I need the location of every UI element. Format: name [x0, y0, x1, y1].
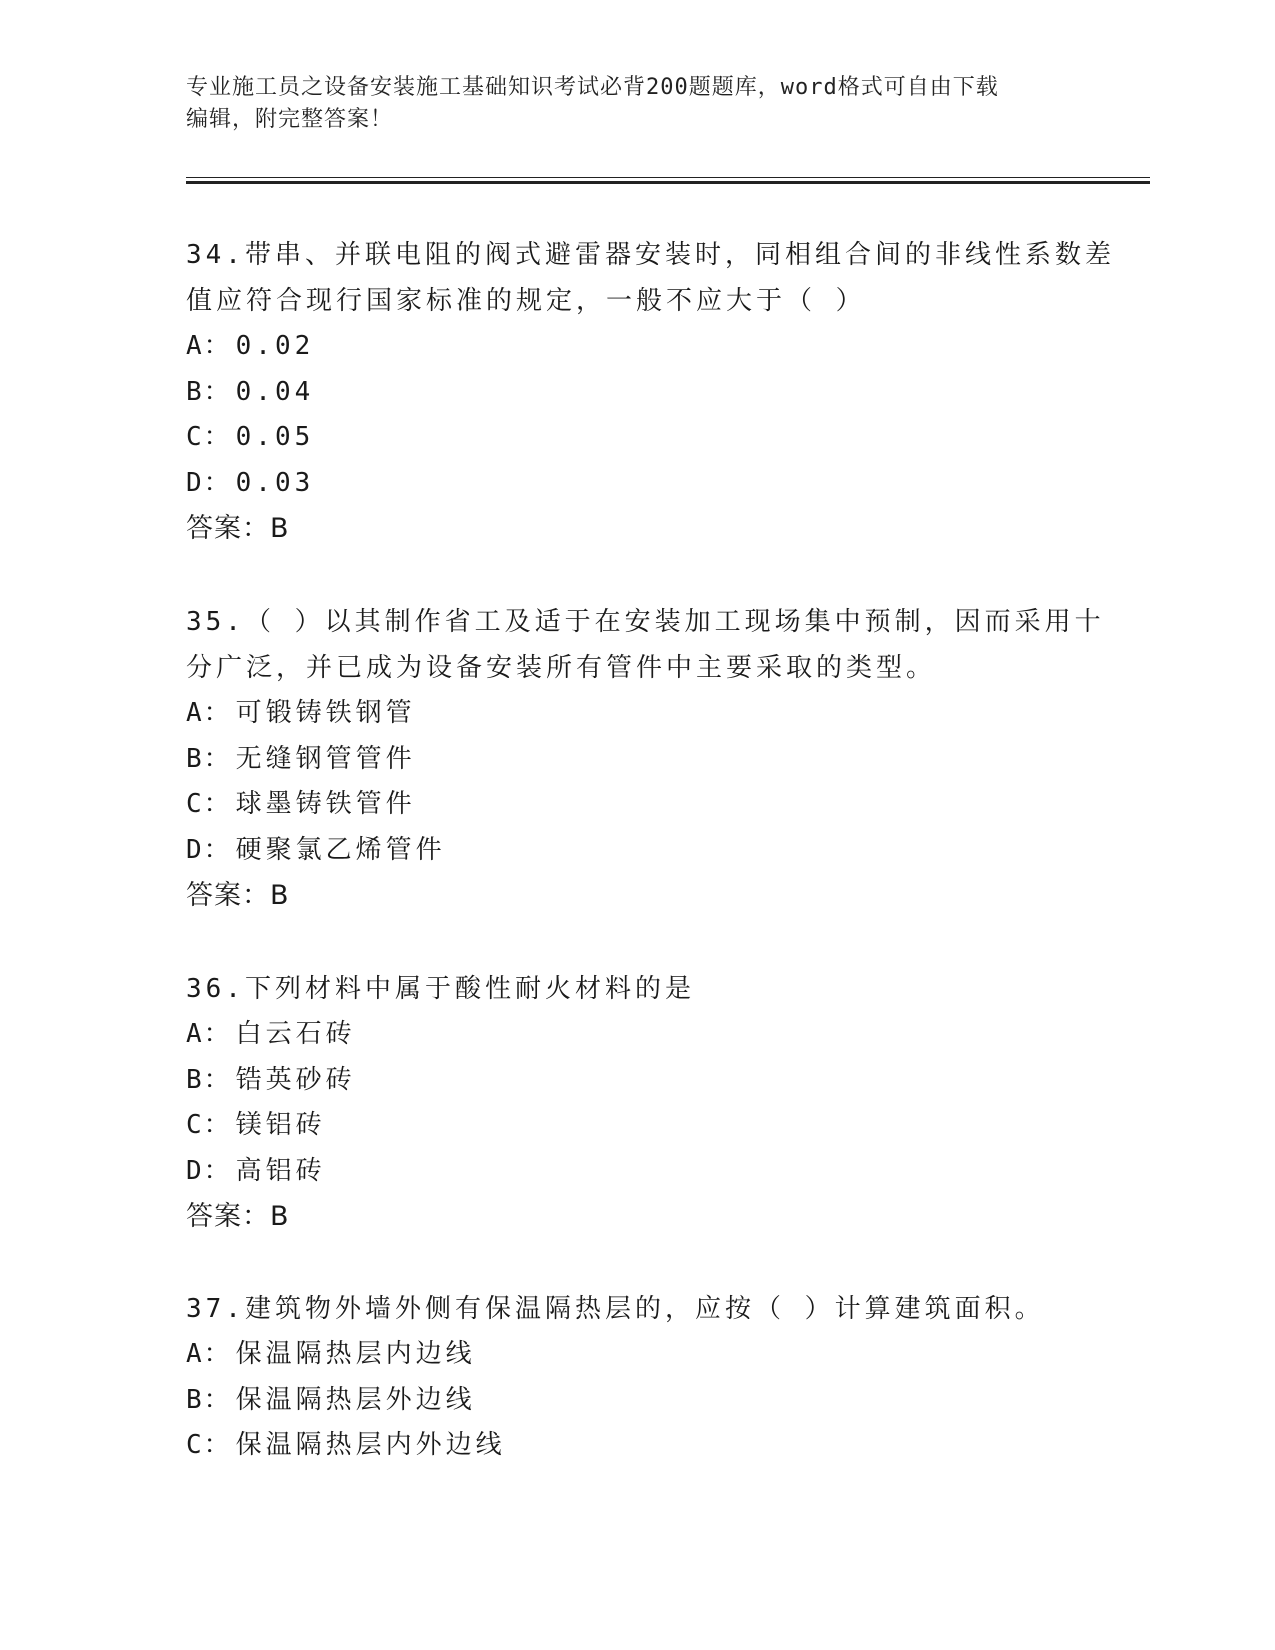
- option-text: 保温隔热层内边线: [235, 1339, 476, 1369]
- option-label: B：: [186, 743, 232, 774]
- option-label: A：: [186, 1019, 232, 1049]
- option-a: [186, 324, 1106, 370]
- option-c: [186, 1423, 1106, 1469]
- question-35: [186, 599, 1106, 919]
- question-stem: [186, 232, 1115, 324]
- option-text: 保温隔热层外边线: [235, 1384, 476, 1415]
- stem-line: 值应符合现行国家标准的规定，一般不应大于（ ）: [186, 286, 866, 316]
- question-34: [186, 232, 1115, 552]
- option-a: [186, 691, 1106, 737]
- option-text: 硬聚氯乙烯管件: [235, 834, 446, 865]
- option-b: [186, 737, 1106, 783]
- option-text: 球墨铸铁管件: [235, 789, 416, 819]
- answer: 答案：B: [186, 880, 290, 911]
- option-text: 0.05: [235, 422, 315, 452]
- option-text: 白云石砖: [235, 1019, 356, 1049]
- option-a: [186, 1012, 1106, 1058]
- question-37: [186, 1286, 1106, 1469]
- header-divider-thick: [186, 181, 1150, 184]
- stem-line: 35.（ ）以其制作省工及适于在安装加工现场集中预制，因而采用十: [186, 607, 1105, 637]
- option-b: [186, 370, 1106, 416]
- option-label: C：: [186, 1110, 232, 1140]
- option-text: 0.02: [235, 331, 315, 361]
- question-stem: [186, 966, 1106, 1012]
- option-d: [186, 1149, 1106, 1195]
- option-text: 可锻铸铁钢管: [235, 698, 416, 728]
- option-b: [186, 1378, 1106, 1424]
- option-text: 无缝钢管管件: [235, 743, 416, 774]
- option-text: 锆英砂砖: [235, 1064, 356, 1095]
- option-c: [186, 415, 1106, 461]
- stem-line: 36.下列材料中属于酸性耐火材料的是: [186, 974, 695, 1004]
- header-divider-thin: [186, 177, 1150, 178]
- option-b: [186, 1058, 1106, 1104]
- option-text: 0.03: [235, 467, 315, 498]
- option-c: [186, 782, 1106, 828]
- option-label: C：: [186, 422, 232, 452]
- option-a: [186, 1332, 1106, 1378]
- stem-line: 分广泛，并已成为设备安装所有管件中主要采取的类型。: [186, 653, 937, 683]
- option-label: A：: [186, 1339, 232, 1369]
- answer: 答案：B: [186, 513, 290, 544]
- option-d: [186, 461, 1106, 507]
- header-line-1: 专业施工员之设备安装施工基础知识考试必背200题题库，word格式可自由下载: [186, 75, 999, 100]
- option-label: B：: [186, 1064, 232, 1095]
- option-label: D：: [186, 1155, 232, 1186]
- question-36: [186, 966, 1106, 1240]
- option-label: A：: [186, 698, 232, 728]
- option-label: C：: [186, 1430, 232, 1460]
- option-label: D：: [186, 834, 232, 865]
- option-text: 高铝砖: [235, 1155, 326, 1186]
- option-label: D：: [186, 467, 232, 498]
- question-stem: [186, 1286, 1106, 1332]
- option-label: C：: [186, 789, 232, 819]
- option-label: B：: [186, 376, 232, 407]
- option-c: [186, 1103, 1106, 1149]
- question-stem: [186, 599, 1106, 691]
- header-line-2: 编辑，附完整答案！: [186, 107, 394, 132]
- option-text: 镁铝砖: [235, 1110, 326, 1140]
- option-label: A：: [186, 331, 232, 361]
- document-header: [186, 72, 1086, 136]
- option-text: 0.04: [235, 376, 315, 407]
- answer: 答案：B: [186, 1201, 290, 1232]
- stem-line: 37.建筑物外墙外侧有保温隔热层的，应按（ ）计算建筑面积。: [186, 1294, 1045, 1324]
- option-label: B：: [186, 1384, 232, 1415]
- stem-line: 34.带串、并联电阻的阀式避雷器安装时，同相组合间的非线性系数差: [186, 240, 1115, 270]
- option-text: 保温隔热层内外边线: [235, 1430, 506, 1460]
- option-d: [186, 828, 1106, 874]
